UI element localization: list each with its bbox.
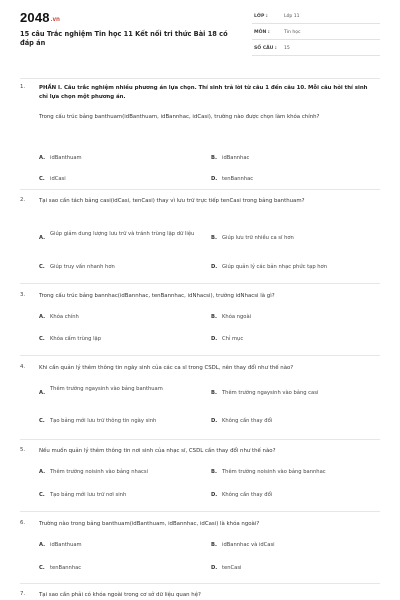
divider [20, 78, 380, 79]
option-letter: D. [211, 336, 218, 342]
option-letter: C. [39, 336, 45, 342]
option-letter: B. [211, 542, 217, 548]
document-title: 15 câu Trắc nghiệm Tin học 11 Kết nối tri thức Bài 18 có đáp án [20, 30, 228, 47]
option-text: tenCasi [222, 565, 242, 571]
option-text: Không cần thay đổi [222, 492, 273, 498]
meta-value: Lớp 11 [284, 14, 300, 19]
option-text: Khóa chính [50, 314, 79, 320]
site-logo[interactable] [20, 10, 60, 25]
document-header [0, 0, 400, 72]
question-text: Tại sao cần phải có khóa ngoài trong cơ sở dữ liệu quan hệ? [39, 592, 201, 598]
option-letter: C. [39, 565, 45, 571]
question-number: 5. [20, 447, 26, 453]
option-text: Khóa ngoài [222, 314, 252, 320]
option-letter: B. [211, 155, 217, 161]
option-letter: A. [39, 469, 46, 475]
divider [20, 355, 380, 356]
option-text: idBannhac [222, 155, 250, 161]
question-text: Tại sao cần tách bảng casi(idCasi, tenCasi) thay vì lưu trữ trực tiếp tenCasi trong bảng banthuam? [39, 198, 305, 204]
divider [20, 189, 380, 190]
option-letter: C. [39, 176, 45, 182]
question-number: 7. [20, 591, 26, 597]
option-letter: D. [211, 264, 218, 270]
meta-label: LỚP : [254, 14, 268, 19]
meta-value: 15 [284, 46, 290, 51]
question-text: Trong cấu trúc bảng bannhac(idBannhac, tenBannhac, idNhacsi), trường idNhacsi là gì? [39, 293, 275, 299]
option-letter: B. [211, 314, 217, 320]
option-letter: D. [211, 565, 218, 571]
option-letter: B. [211, 390, 217, 396]
option-text: Thêm trường noisinh vào bảng bannhac [222, 469, 326, 475]
meta-value: Tin học [284, 30, 301, 35]
question-number: 3. [20, 292, 26, 298]
question-number: 4. [20, 364, 26, 370]
option-text: Giúp lưu trữ nhiều ca sĩ hơn [222, 235, 294, 241]
option-text: Chỉ mục [222, 336, 244, 342]
option-text: idBannhac và idCasi [222, 542, 275, 548]
logo-text: 2048 [20, 10, 50, 25]
meta-row-subject [252, 27, 380, 40]
option-letter: A. [39, 155, 46, 161]
option-letter: A. [39, 390, 46, 396]
option-letter: A. [39, 235, 46, 241]
logo-domain: .vn [50, 17, 61, 23]
option-letter: D. [211, 492, 218, 498]
meta-label: SỐ CÂU : [254, 46, 277, 51]
question-number: 1. [20, 84, 26, 90]
question-number: 6. [20, 520, 26, 526]
option-text: idBanthuam [50, 155, 82, 161]
option-text: Thêm trường ngaysinh vào bảng banthuam [50, 386, 163, 392]
option-text: Tạo bảng mới lưu trữ thông tin ngày sinh [50, 418, 157, 424]
option-text: idBanthuam [50, 542, 82, 548]
option-text: Giúp giảm dung lượng lưu trữ và tránh trùng lặp dữ liệu [50, 231, 195, 237]
question-text: Nếu muốn quản lý thêm thông tin nơi sinh của nhạc sĩ, CSDL cần thay đổi như thế nào? [39, 448, 276, 454]
option-letter: C. [39, 264, 45, 270]
option-text: Thêm trường noisinh vào bảng nhacsi [50, 469, 149, 475]
option-text: tenBannhac [50, 565, 82, 571]
option-text: Thêm trường ngaysinh vào bảng casi [222, 390, 319, 396]
option-text: Tạo bảng mới lưu trữ nơi sinh [50, 492, 127, 498]
option-letter: D. [211, 418, 218, 424]
option-text: Khóa cấm trùng lặp [50, 336, 102, 342]
question-text: Trường nào trong bảng banthuam(idBanthuam, idBannhac, idCasi) là khóa ngoài? [39, 521, 260, 527]
option-letter: A. [39, 314, 46, 320]
meta-panel [252, 11, 380, 59]
question-text: Khi cần quản lý thêm thông tin ngày sinh của các ca sĩ trong CSDL, nên thay đổi như thế nào? [39, 365, 294, 371]
option-text: tenBannhac [222, 176, 254, 182]
question-number: 2. [20, 197, 26, 203]
question-text: Trong cấu trúc bảng banthuam(idBanthuam, idBannhac, idCasi), trường nào được chọn làm khóa chính? [39, 114, 320, 120]
meta-row-class [252, 11, 380, 24]
section-instructions: PHẦN I. Câu trắc nghiệm nhiều phương án lựa chọn. Thí sinh trả lời từ câu 1 đến câu 10. Mỗi câu hỏi thí sinh chỉ lựa chọn một phương án. [39, 85, 368, 100]
option-letter: C. [39, 418, 45, 424]
divider [20, 283, 380, 284]
meta-label: MÔN : [254, 30, 270, 35]
option-letter: B. [211, 469, 217, 475]
option-text: Không cần thay đổi [222, 418, 273, 424]
divider [20, 439, 380, 440]
option-letter: A. [39, 542, 46, 548]
divider [20, 583, 380, 584]
option-letter: B. [211, 235, 217, 241]
option-text: Giúp truy vấn nhanh hơn [50, 264, 115, 270]
option-letter: C. [39, 492, 45, 498]
meta-row-count [252, 43, 380, 56]
option-text: Giúp quản lý các bản nhạc phức tạp hơn [222, 264, 328, 270]
option-letter: D. [211, 176, 218, 182]
option-text: idCasi [50, 176, 66, 182]
divider [20, 511, 380, 512]
